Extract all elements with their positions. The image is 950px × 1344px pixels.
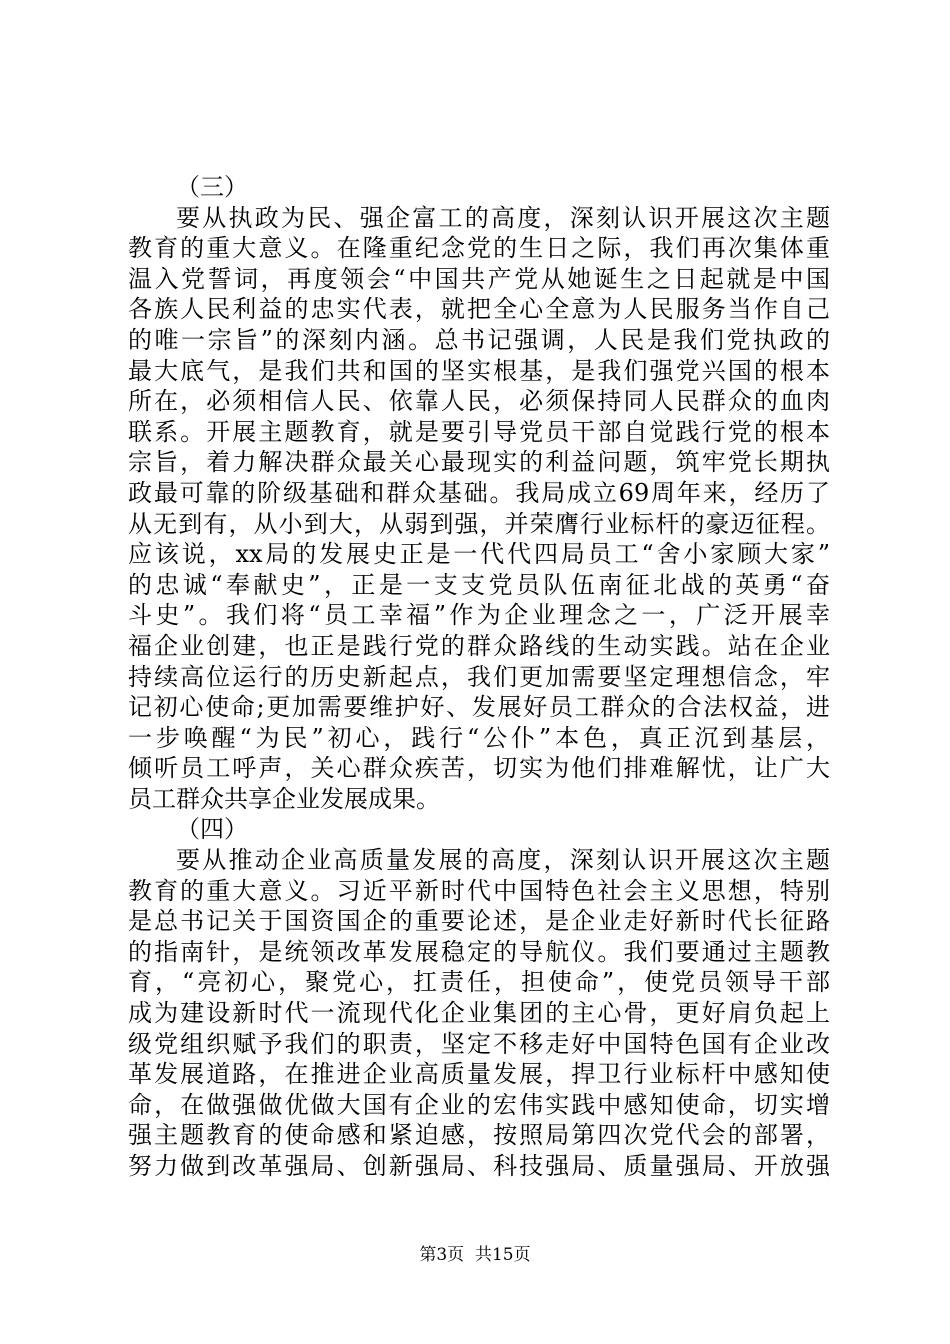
paragraph-line: 各族人民利益的忠实代表，就把全心全意为人民服务当作自己 xyxy=(128,295,830,324)
paragraph-line: 联系。开展主题教育，就是要引导党员干部自觉践行党的根本 xyxy=(128,417,830,446)
paragraph-line: 持续高位运行的历史新起点，我们更加需要坚定理想信念，牢 xyxy=(128,662,830,691)
paragraph-line: 强主题教育的使命感和紧迫感，按照局第四次党代会的部署， xyxy=(128,1121,830,1150)
paragraph-line: 的忠诚“奉献史”，正是一支支党员队伍南征北战的英勇“奋 xyxy=(128,570,830,599)
paragraph-line: 努力做到改革强局、创新强局、科技强局、质量强局、开放强 xyxy=(128,1152,830,1180)
paragraph-line: 一步唤醒“为民”初心，践行“公仆”本色，真正沉到基层， xyxy=(128,723,830,752)
paragraph-line: 是总书记关于国资国企的重要论述，是企业走好新时代长征路 xyxy=(128,907,830,936)
paragraph-line: 命，在做强做优做大国有企业的宏伟实践中感知使命，切实增 xyxy=(128,1090,830,1119)
paragraph-line: 倾听员工呼声，关心群众疾苦，切实为他们排难解忧，让广大 xyxy=(128,754,830,783)
paragraph-line: 从无到有，从小到大，从弱到强，并荣膺行业标杆的豪迈征程。 xyxy=(128,509,830,538)
paragraph-line: 要从执政为民、强企富工的高度，深刻认识开展这次主题 xyxy=(176,203,830,232)
paragraph-line: 的指南针，是统领改革发展稳定的导航仪。我们要通过主题教 xyxy=(128,937,830,966)
paragraph-line: 所在，必须相信人民、依靠人民，必须保持同人民群众的血肉 xyxy=(128,387,830,416)
paragraph-line: 成为建设新时代一流现代化企业集团的主心骨，更好肩负起上 xyxy=(128,999,830,1028)
paragraph-line: 政最可靠的阶级基础和群众基础。我局成立69周年来，经历了 xyxy=(128,478,830,507)
page-footer xyxy=(0,1244,950,1266)
section-heading: （四） xyxy=(176,815,248,844)
paragraph-line: 宗旨，着力解决群众最关心最现实的利益问题，筑牢党长期执 xyxy=(128,448,830,477)
paragraph-line: 斗史”。我们将“员工幸福”作为企业理念之一，广泛开展幸 xyxy=(128,601,830,630)
page-number-label: 第3页 共15页 xyxy=(419,1245,531,1265)
paragraph-line: 育，“亮初心，聚党心，扛责任，担使命”，使党员领导干部 xyxy=(128,968,830,997)
body-text xyxy=(128,172,830,1182)
paragraph-line: 记初心使命;更加需要维护好、发展好员工群众的合法权益，进 xyxy=(128,693,830,722)
paragraph-line: 教育的重大意义。在隆重纪念党的生日之际，我们再次集体重 xyxy=(128,234,830,263)
paragraph-line: 温入党誓词，再度领会“中国共产党从她诞生之日起就是中国 xyxy=(128,264,830,293)
paragraph-line: 最大底气，是我们共和国的坚实根基，是我们强党兴国的根本 xyxy=(128,356,830,385)
section-heading: （三） xyxy=(176,173,248,201)
paragraph-line: 要从推动企业高质量发展的高度，深刻认识开展这次主题 xyxy=(176,846,830,875)
paragraph-line: 应该说，xx局的发展史正是一代代四局员工“舍小家顾大家” xyxy=(128,540,830,569)
paragraph-line: 级党组织赋予我们的职责，坚定不移走好中国特色国有企业改 xyxy=(128,1029,830,1058)
paragraph-line: 革发展道路，在推进企业高质量发展，捍卫行业标杆中感知使 xyxy=(128,1060,830,1089)
paragraph-line: 的唯一宗旨”的深刻内涵。总书记强调，人民是我们党执政的 xyxy=(128,325,830,354)
paragraph-line: 教育的重大意义。习近平新时代中国特色社会主义思想，特别 xyxy=(128,876,830,905)
paragraph-line: 员工群众共享企业发展成果。 xyxy=(128,784,440,813)
paragraph-line: 福企业创建，也正是践行党的群众路线的生动实践。站在企业 xyxy=(128,631,830,660)
